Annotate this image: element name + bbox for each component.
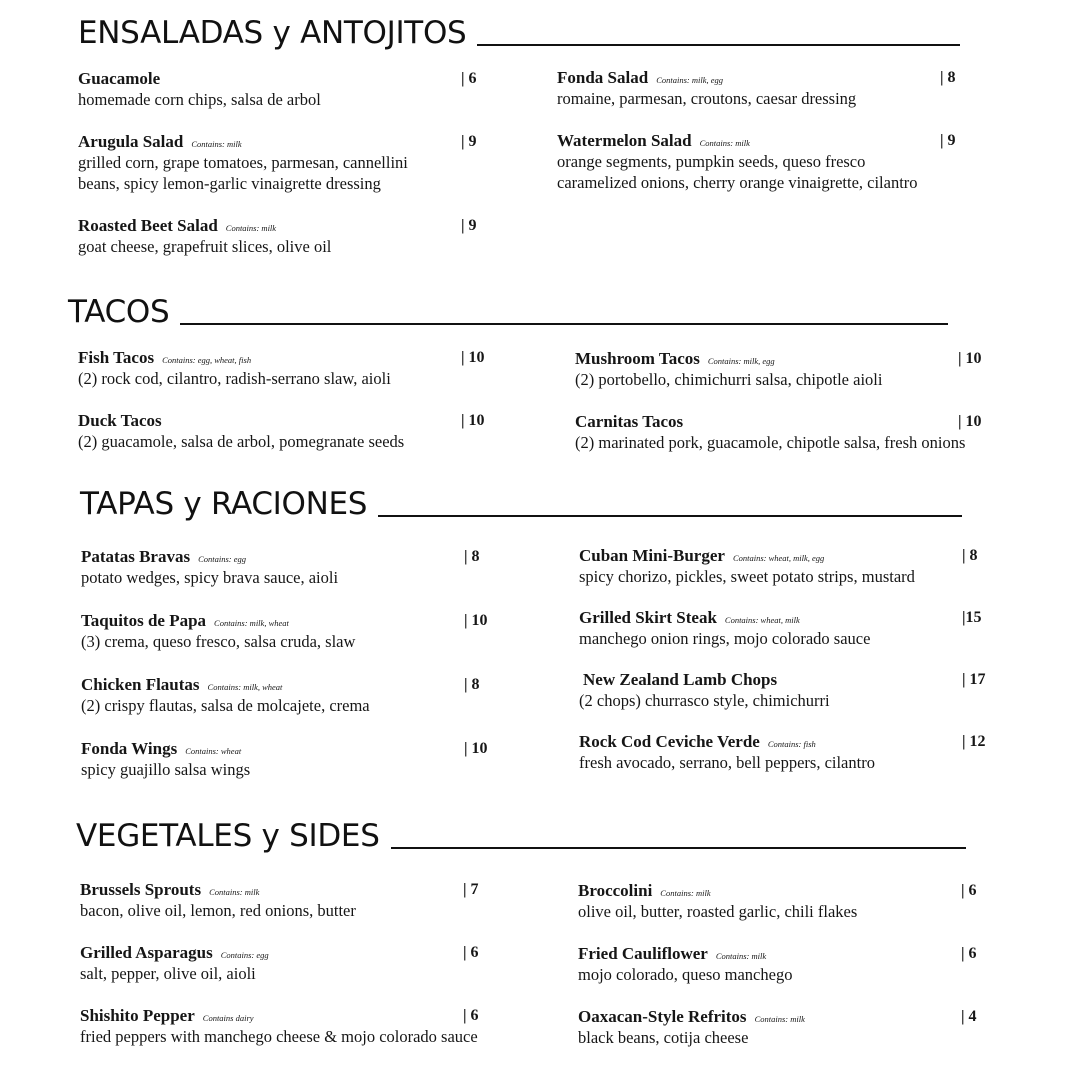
item-name: Chicken Flautas: [81, 675, 200, 694]
item-price: | 6: [961, 945, 977, 962]
section-header-tacos: [68, 294, 948, 330]
item-name: Grilled Skirt Steak: [579, 608, 717, 627]
item-price: | 8: [962, 547, 978, 564]
menu-item-duck-tacos: [78, 410, 518, 452]
item-price: |15: [962, 609, 982, 626]
tacos-left-column: [78, 347, 518, 473]
item-description: spicy guajillo salsa wings: [81, 760, 251, 779]
menu-item-chicken-flautas: [81, 674, 521, 716]
item-name: Fonda Wings: [81, 739, 178, 758]
menu-item-guacamole: [78, 68, 518, 110]
menu-item-watermelon-salad: [557, 130, 997, 193]
section-rule: [477, 15, 960, 46]
item-name: Guacamole: [78, 69, 161, 88]
menu-item-fried-cauliflower: [578, 943, 1018, 985]
item-price: | 9: [461, 217, 477, 234]
menu-item-fonda-salad: [557, 67, 997, 109]
item-price: | 12: [962, 733, 986, 750]
item-price: | 4: [961, 1008, 977, 1025]
tapas-left-column: [81, 546, 521, 802]
section-header-vegetales: [76, 818, 966, 854]
item-name: Taquitos de Papa: [81, 611, 207, 630]
item-description: romaine, parmesan, croutons, caesar dressing: [557, 89, 857, 108]
item-name: Cuban Mini-Burger: [579, 546, 725, 565]
item-description: (2) marinated pork, guacamole, chipotle salsa, fresh onions: [575, 433, 966, 452]
item-name: Watermelon Salad: [557, 131, 692, 150]
item-price: | 10: [461, 349, 485, 366]
menu-item-carnitas-tacos: [575, 411, 1015, 453]
item-price: | 8: [464, 548, 480, 565]
item-price: | 6: [961, 882, 977, 899]
ensaladas-left-column: [78, 68, 518, 278]
menu-item-roasted-beet-salad: [78, 215, 518, 257]
section-title: TAPAS y RACIONES: [80, 486, 368, 522]
tapas-right-column: [579, 545, 1019, 793]
item-description: olive oil, butter, roasted garlic, chili flakes: [578, 902, 858, 921]
menu-item-new-zealand-lamb-chops: [579, 669, 1019, 711]
allergen-note: Contains: wheat, milk, egg: [732, 553, 825, 563]
item-name: New Zealand Lamb Chops: [583, 670, 778, 689]
item-price: | 6: [463, 944, 479, 961]
vegetales-right-column: [578, 880, 1018, 1069]
item-description: bacon, olive oil, lemon, red onions, butter: [80, 901, 356, 920]
menu-item-broccolini: [578, 880, 1018, 922]
item-description: caramelized onions, cherry orange vinaigrette, cilantro: [557, 173, 918, 192]
item-price: | 10: [464, 740, 488, 757]
item-description: homemade corn chips, salsa de arbol: [78, 90, 321, 109]
item-price: | 10: [958, 350, 982, 367]
section-title: ENSALADAS y ANTOJITOS: [78, 15, 467, 51]
allergen-note: Contains: milk: [225, 223, 277, 233]
menu-item-brussels-sprouts: [80, 879, 520, 921]
menu-item-grilled-skirt-steak: [579, 607, 1019, 649]
item-name: Grilled Asparagus: [80, 943, 213, 962]
item-description: (2 chops) churrasco style, chimichurri: [579, 691, 830, 710]
section-title: TACOS: [68, 294, 170, 330]
item-description: (2) portobello, chimichurri salsa, chipotle aioli: [575, 370, 883, 389]
item-description: (2) crispy flautas, salsa de molcajete, crema: [81, 696, 370, 715]
allergen-note: Contains: milk: [191, 139, 242, 149]
allergen-note: Contains: egg, wheat, fish: [162, 355, 252, 365]
item-description: grilled corn, grape tomatoes, parmesan, cannellini: [78, 153, 408, 172]
item-name: Roasted Beet Salad: [78, 216, 218, 235]
menu-item-fonda-wings: [81, 738, 521, 780]
item-price: | 10: [958, 413, 982, 430]
item-name: Oaxacan-Style Refritos: [578, 1007, 747, 1026]
item-description: orange segments, pumpkin seeds, queso fresco: [557, 152, 866, 171]
ensaladas-right-column: [557, 67, 997, 214]
item-description: potato wedges, spicy brava sauce, aioli: [81, 568, 339, 587]
item-name: Fish Tacos: [78, 348, 155, 367]
item-price: | 17: [962, 671, 986, 688]
item-name: Patatas Bravas: [81, 547, 191, 566]
allergen-note: Contains: milk: [754, 1014, 805, 1024]
item-description: fried peppers with manchego cheese & mojo colorado sauce: [80, 1027, 478, 1046]
allergen-note: Contains: milk, wheat: [207, 682, 283, 692]
item-price: | 10: [464, 612, 488, 629]
menu-item-patatas-bravas: [81, 546, 521, 588]
section-title: VEGETALES y SIDES: [76, 818, 380, 854]
item-description: salt, pepper, olive oil, aioli: [80, 964, 256, 983]
item-description: (3) crema, queso fresco, salsa cruda, slaw: [81, 632, 356, 651]
allergen-note: Contains: milk, egg: [707, 356, 775, 366]
menu-item-cuban-mini-burger: [579, 545, 1019, 587]
menu-item-mushroom-tacos: [575, 348, 1015, 390]
vegetales-left-column: [80, 879, 520, 1068]
item-price: | 10: [461, 412, 485, 429]
item-name: Duck Tacos: [78, 411, 162, 430]
allergen-note: Contains: milk, egg: [656, 75, 724, 85]
allergen-note: Contains: milk: [209, 887, 260, 897]
menu-item-shishito-pepper: [80, 1005, 520, 1047]
item-price: | 6: [463, 1007, 479, 1024]
section-rule: [180, 294, 948, 325]
tacos-right-column: [575, 348, 1015, 474]
allergen-note: Contains: milk: [660, 888, 711, 898]
item-price: | 8: [464, 676, 480, 693]
section-rule: [391, 818, 966, 849]
item-name: Shishito Pepper: [80, 1006, 195, 1025]
item-name: Broccolini: [578, 881, 653, 900]
item-description: mojo colorado, queso manchego: [578, 965, 793, 984]
item-description: black beans, cotija cheese: [578, 1028, 749, 1047]
menu-item-oaxacan-style-refritos: [578, 1006, 1018, 1048]
section-rule: [378, 486, 962, 517]
item-name: Fonda Salad: [557, 68, 649, 87]
item-name: Mushroom Tacos: [575, 349, 700, 368]
allergen-note: Contains dairy: [202, 1013, 254, 1023]
menu-item-rock-cod-ceviche-verde: [579, 731, 1019, 773]
item-description: (2) rock cod, cilantro, radish-serrano slaw, aioli: [78, 369, 391, 388]
section-header-ensaladas: [78, 15, 960, 51]
item-price: | 8: [940, 69, 956, 86]
allergen-note: Contains: wheat, milk: [724, 615, 800, 625]
allergen-note: Contains: milk, wheat: [214, 618, 289, 628]
section-header-tapas: [80, 486, 962, 522]
menu-item-arugula-salad: [78, 131, 518, 194]
item-name: Fried Cauliflower: [578, 944, 708, 963]
item-price: | 7: [463, 881, 479, 898]
allergen-note: Contains: milk: [715, 951, 767, 961]
item-description: beans, spicy lemon-garlic vinaigrette dressing: [78, 174, 381, 193]
item-name: Arugula Salad: [78, 132, 184, 151]
item-description: goat cheese, grapefruit slices, olive oil: [78, 237, 332, 256]
allergen-note: Contains: wheat: [185, 746, 242, 756]
item-description: spicy chorizo, pickles, sweet potato strips, mustard: [579, 567, 915, 586]
menu-item-taquitos-de-papa: [81, 610, 521, 652]
item-price: | 9: [461, 133, 477, 150]
item-price: | 6: [461, 70, 477, 87]
allergen-note: Contains: egg: [198, 554, 247, 564]
item-price: | 9: [940, 132, 956, 149]
item-name: Rock Cod Ceviche Verde: [579, 732, 760, 751]
menu-item-fish-tacos: [78, 347, 518, 389]
item-name: Brussels Sprouts: [80, 880, 202, 899]
item-description: (2) guacamole, salsa de arbol, pomegranate seeds: [78, 432, 405, 451]
item-description: manchego onion rings, mojo colorado sauce: [579, 629, 871, 648]
item-name: Carnitas Tacos: [575, 412, 684, 431]
allergen-note: Contains: fish: [767, 739, 816, 749]
menu-item-grilled-asparagus: [80, 942, 520, 984]
item-description: fresh avocado, serrano, bell peppers, cilantro: [579, 753, 875, 772]
allergen-note: Contains: egg: [220, 950, 269, 960]
allergen-note: Contains: milk: [699, 138, 750, 148]
